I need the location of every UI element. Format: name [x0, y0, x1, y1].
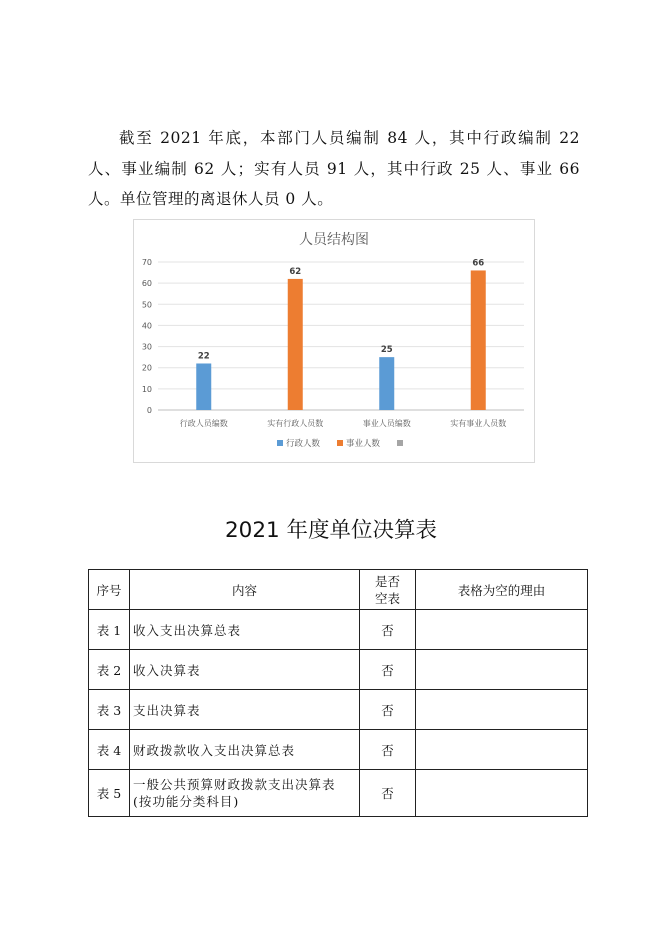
row-empty: 否: [360, 730, 416, 770]
x-tick-label: 实有事业人员数: [450, 419, 507, 428]
data-label: 66: [472, 258, 485, 269]
row-reason: [416, 770, 588, 817]
legend-swatch: [397, 440, 403, 446]
y-tick-label: 70: [141, 258, 152, 267]
bar: [471, 270, 486, 410]
row-empty: 否: [360, 690, 416, 730]
y-tick-label: 60: [141, 279, 152, 289]
table-header-row: [89, 570, 588, 610]
table-title: 2021 年度单位决算表: [224, 518, 438, 543]
row-reason: [416, 730, 588, 770]
y-tick-label: 30: [141, 342, 152, 352]
data-label: 22: [197, 351, 210, 362]
x-tick-label: 事业人员编数: [362, 419, 411, 428]
table-row: [89, 650, 588, 690]
header-empty-line1: 是否: [374, 573, 400, 589]
row-empty: 否: [360, 770, 416, 817]
row-seq: 表 1: [89, 610, 130, 650]
legend-label: 行政人数: [286, 439, 321, 449]
chart-svg: [134, 220, 534, 462]
row-seq: 表 5: [89, 770, 130, 817]
header-seq: 序号: [89, 570, 130, 610]
table-row: [89, 770, 588, 817]
y-tick-label: 10: [141, 384, 152, 394]
row-content: 收入支出决算总表: [130, 610, 360, 650]
y-tick-label: 0: [146, 406, 152, 415]
legend-label: 事业人数: [346, 439, 381, 449]
row-empty: 否: [360, 650, 416, 690]
intro-text: 截至 2021 年底，本部门人员编制 84 人，其中行政编制 22 人、事业编制 62 人；实有人员 91 人，其中行政 25 人、事业 66 人。单位管理的离退休人员 0 人。: [88, 129, 580, 208]
row-reason: [416, 610, 588, 650]
table-row: [89, 730, 588, 770]
header-empty-line2: 空表: [374, 590, 400, 606]
intro-paragraph: [88, 123, 580, 215]
x-tick-label: 实有行政人员数: [267, 419, 324, 428]
header-empty: [360, 570, 416, 610]
row-content: 财政拨款收入支出决算总表: [130, 730, 360, 770]
staff-structure-chart: [133, 219, 535, 463]
header-reason: 表格为空的理由: [416, 570, 588, 610]
data-label: 25: [380, 345, 393, 356]
data-label: 62: [289, 266, 302, 277]
row-content: [130, 770, 360, 817]
table-row: [89, 690, 588, 730]
row-content-line2: (按功能分类科目): [133, 794, 240, 809]
row-seq: 表 4: [89, 730, 130, 770]
row-reason: [416, 690, 588, 730]
x-tick-label: 行政人员编数: [179, 419, 228, 428]
table-row: [89, 610, 588, 650]
bar: [196, 363, 211, 410]
header-content: 内容: [130, 570, 360, 610]
legend-swatch: [277, 440, 283, 446]
y-tick-label: 40: [141, 321, 152, 331]
row-seq: 表 3: [89, 690, 130, 730]
row-reason: [416, 650, 588, 690]
row-content-line1: 一般公共预算财政拨款支出决算表: [133, 777, 336, 792]
row-empty: 否: [360, 610, 416, 650]
row-seq: 表 2: [89, 650, 130, 690]
row-content: 支出决算表: [130, 690, 360, 730]
bar: [379, 357, 394, 410]
chart-title: 人员结构图: [299, 232, 369, 248]
final-accounts-table: [88, 569, 588, 817]
y-tick-label: 20: [141, 363, 152, 373]
legend-swatch: [337, 440, 343, 446]
bar: [288, 279, 303, 410]
y-tick-label: 50: [141, 300, 152, 310]
row-content: 收入决算表: [130, 650, 360, 690]
